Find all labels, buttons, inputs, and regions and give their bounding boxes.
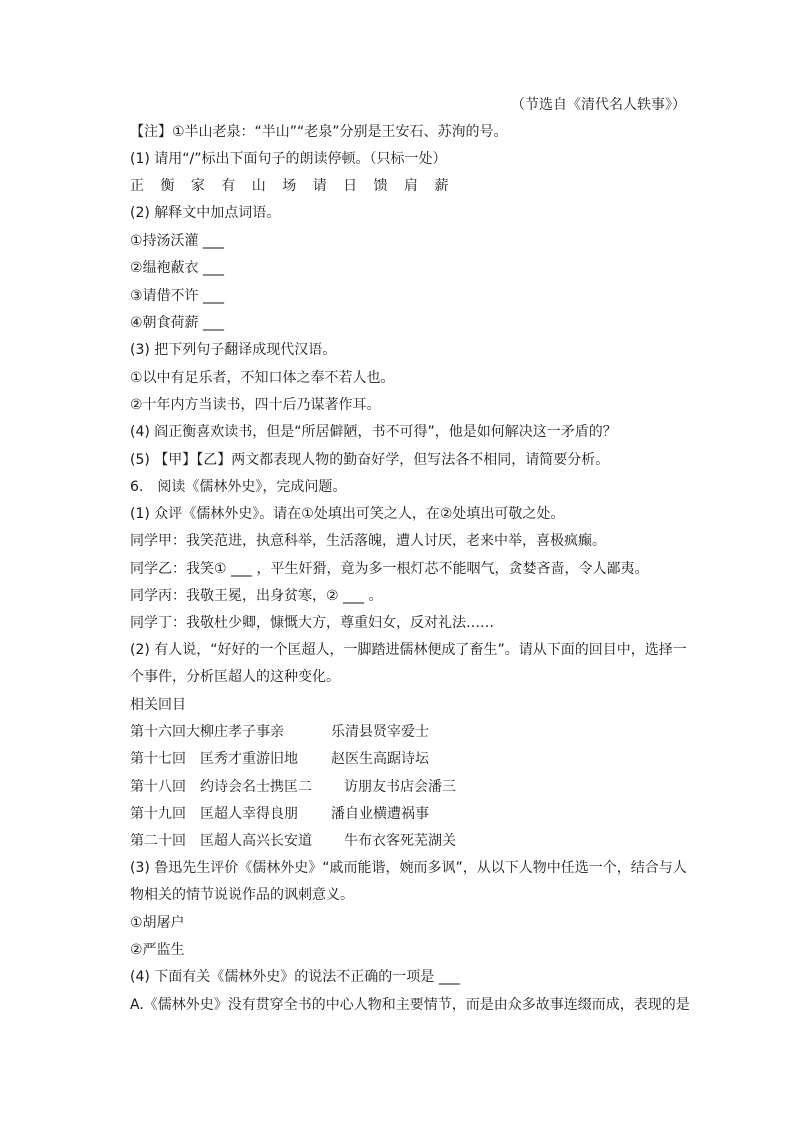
student-comment: 同学甲：我笑范进，执意科举，生活落魄，遭人讨厌，老来中举，喜极疯癫。 (130, 533, 606, 549)
question-6-3-option: ①胡屠户 (130, 915, 185, 931)
question-1-sentence: 正 衡 家 有 山 场 请 日 馈 肩 薪 (130, 178, 455, 194)
chapter-b: 牛布衣客死芜湖关 (344, 833, 456, 849)
question-6-4-option-a: A.《儒林外史》没有贯穿全书的中心人物和主要情节，而是由众多故事连缀而成，表现的是 (130, 997, 690, 1013)
question-6-4: (4) 下面有关《儒林外史》的说法不正确的一项是 ___ (130, 969, 460, 985)
question-6-title: 6. 阅读《儒林外史》，完成问题。 (130, 479, 347, 495)
question-2-item: ③请借不许 ___ (130, 288, 225, 304)
question-2-item: ①持汤沃灌 ___ (130, 233, 225, 249)
question-3-item: ①以中有足乐者，不知口体之奉不若人也。 (130, 370, 395, 386)
question-2-item: ④朝食荷薪 ___ (130, 315, 225, 331)
chapter-a: 第十六回大柳庄孝子事亲 (130, 724, 284, 740)
chapters-title: 相关回目 (130, 697, 186, 713)
student-comment: 同学丙：我敬王冕，出身贫寒，② ___ 。 (130, 588, 383, 604)
chapter-b: 乐清县贤宰爱士 (331, 724, 429, 740)
chapter-a: 第十八回 约诗会名士携匡二 (130, 779, 312, 795)
question-1: (1) 请用“/”标出下面句子的朗读停顿。（只标一处） (130, 151, 447, 167)
question-6-1: (1) 众评《儒林外史》。请在①处填出可笑之人，在②处填出可敬之处。 (130, 506, 565, 522)
chapter-b: 潘自业横遭祸事 (331, 806, 429, 822)
question-6-3-line2: 物相关的情节说说作品的讽刺意义。 (130, 887, 354, 903)
chapter-b: 赵医生高踞诗坛 (331, 751, 429, 767)
question-2-item: ②缊袍蔽衣 ___ (130, 260, 225, 276)
chapter-b: 访朋友书店会潘三 (344, 779, 456, 795)
question-4: (4) 阎正衡喜欢读书，但是“所居僻陋，书不可得”，他是如何解决这一矛盾的？ (130, 424, 617, 440)
student-comment: 同学丁：我敬杜少卿，慷慨大方，尊重妇女，反对礼法…… (130, 615, 494, 631)
question-6-3-line1: (3) 鲁迅先生评价《儒林外史》“戚而能谐，婉而多讽”，从以下人物中任选一个，结合与人 (130, 860, 687, 876)
question-6-2-line2: 个事件，分析匡超人的这种变化。 (130, 669, 340, 685)
chapter-a: 第十七回 匡秀才重游旧地 (130, 751, 298, 767)
question-2: (2) 解释文中加点词语。 (130, 205, 281, 221)
notes: 【注】①半山老泉：“半山”“老泉”分别是王安石、苏洵的号。 (130, 124, 508, 140)
source-note: （节选自《清代名人轶事》） (511, 97, 686, 113)
chapter-a: 第十九回 匡超人幸得良朋 (130, 806, 298, 822)
question-6-2-line1: (2) 有人说，“好好的一个匡超人，一脚踏进儒林便成了畜生”。请从下面的回目中，选择一 (130, 642, 687, 658)
question-6-3-option: ②严监生 (130, 942, 185, 958)
question-3-item: ②十年内方当读书，四十后乃谋著作耳。 (130, 397, 381, 413)
question-3: (3) 把下列句子翻译成现代汉语。 (130, 342, 337, 358)
chapter-a: 第二十回 匡超人高兴长安道 (130, 833, 312, 849)
student-comment: 同学乙：我笑① ___ ，平生奸猾，竟为多一根灯芯不能咽气，贪婪吝啬，令人鄙夷。 (130, 561, 649, 577)
question-5: (5) 【甲】【乙】两文都表现人物的勤奋好学，但写法各不相同，请简要分析。 (130, 452, 610, 468)
